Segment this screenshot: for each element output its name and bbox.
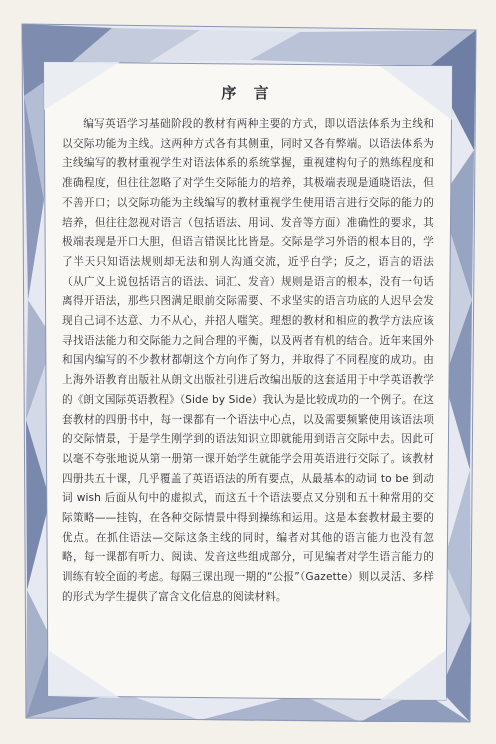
preface-body: 编写英语学习基础阶段的教材有两种主要的方式，即以语法体系为主线和以交际功能为主线。这两种方式各有其侧重，同时又各有弊端。以语法体系为主线编写的教材重视学生对语法体系的系统掌握，重视建构句子的熟练程度和准确程度，但往往忽略了对学生交际能力的培养，其极端表现是通晓语法，但不善开口；以交际功能为主线编写的教材重视学生使用语言进行交际的能力的培养，但往往忽视对语言（包括语法、用词、发音等方面）准确性的要求，其极端表现是开口大胆，但语言错误比比皆是。交际是学习外语的根本目的，学了半天只知语法规则却无法和别人沟通交流，近乎白学；反之，语言的语法（从广义上说包括语言的语法、词汇、发音）规则是语言的根本，没有一句话离得开语法，那些只图满足眼前交际需要、不求坚实的语言功底的人迟早会发现自己词不达意、力不从心，并招人嗤笑。理想的教材和相应的教学方法应该寻找语法能力和交际能力之间合理的平衡，以及两者有机的结合。近年来国外和国内编写的不少教材都朝这个方向作了努力，并取得了不同程度的成功。由上海外语教育出版社从朗文出版社引进后改编出版的这套适用于中学英语教学的《朗文国际英语教程》（Side by Side）我认为是比较成功的一个例子。在这套教材的四册书中，每一课都有一个语法中心点，以及需要频繁使用该语法项的交际情景，于是学生刚学到的语法知识立即就能用到语言交际中去。因此可以毫不夸张地说从第一册第一课开始学生就能学会用英语进行交际了。该教材四册共五十课，几乎覆盖了英语语法的所有要点，从最基本的动词 to be 到动词 wish 后面从句中的虚拟式，而这五十个语法要点又分别和五十种常用的交际策略——挂钩，在各种交际情景中得到操练和运用。这是本套教材最主要的优点。在抓住语法—交际这条主线的同时，编者对其他的语言能力也没有忽略，每一课都有听力、阅读、发音这些组成部分，可见编者对学生语言能力的训练有较全面的考虑。每隔三课出现一期的“公报”（Gazette）则以灵活、多样的形式为学生提供了富含文化信息的阅读材料。 — [62, 118, 434, 603]
preface-content — [62, 82, 434, 682]
preface-title: 序 言 — [221, 84, 275, 102]
